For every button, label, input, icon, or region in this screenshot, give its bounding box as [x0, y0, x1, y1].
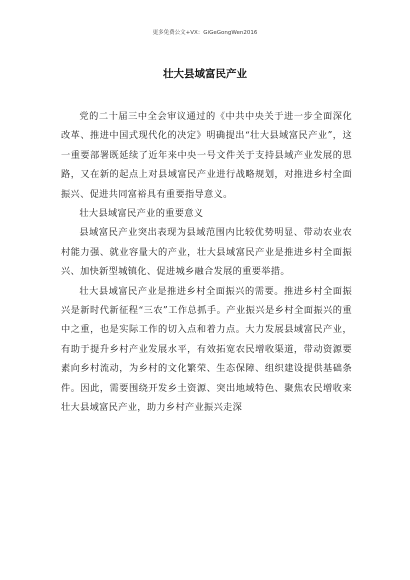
- document-body: [61, 107, 352, 418]
- page-header: 更多免费公文+VX：GiGeGongWen2016: [152, 30, 258, 36]
- paragraph: 县域富民产业突出表现为县域范围内比较优势明显、带动农业农村能力强、就业容量大的产业，壮大县域富民产业是推进乡村全面振兴、加快新型城镇化、促进城乡融合发展的重要举措。: [61, 227, 352, 278]
- document-title: 壮大县域富民产业: [163, 68, 247, 80]
- paragraph: 党的二十届三中全会审议通过的《中共中央关于进一步全面深化改革、推进中国式现代化的决定》明确提出“壮大县域富民产业”，这一重要部署既延续了近年来中央一号文件关于支持县域产业发展的思路，又在新的起点上对县域富民产业进行战略规划，对推进乡村全面振兴、促进共同富裕具有重要指导意义。: [61, 111, 352, 200]
- section-heading: 壮大县域富民产业的重要意义: [79, 208, 204, 220]
- paragraph: 壮大县域富民产业是推进乡村全面振兴的需要。推进乡村全面振兴是新时代新征程“三农”工作总抓手。产业振兴是乡村全面振兴的重中之重，也是实际工作的切入点和着力点。大力发展县域富民产业，有助于提升乡村产业发展水平，有效拓宽农民增收渠道，带动资源要素向乡村流动，为乡村的文化繁荣、生态保障、组织建设提供基础条件。因此，需要围绕开发乡土资源、突出地域特色、聚焦农民增收来壮大县域富民产业，助力乡村产业振兴走深: [61, 285, 352, 414]
